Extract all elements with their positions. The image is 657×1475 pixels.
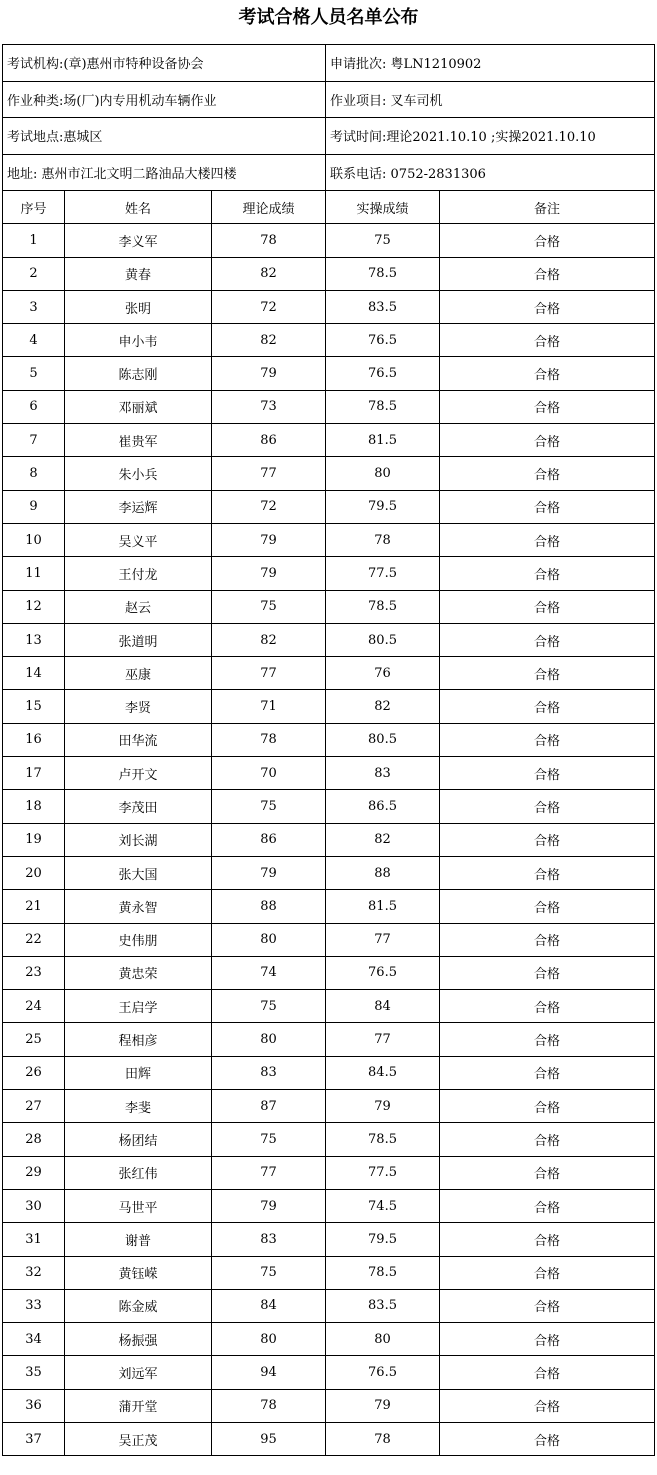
cell-remark: 合格 (440, 1156, 655, 1189)
cell-seq: 26 (3, 1056, 65, 1089)
cell-remark: 合格 (440, 357, 655, 390)
address: 地址: 惠州市江北文明二路油品大楼四楼 (3, 154, 326, 191)
cell-practical-score: 76.5 (326, 357, 440, 390)
cell-practical-score: 83 (326, 757, 440, 790)
cell-practical-score: 76 (326, 657, 440, 690)
cell-name: 程相彦 (65, 1023, 212, 1056)
cell-theory-score: 80 (212, 1323, 326, 1356)
cell-seq: 12 (3, 590, 65, 623)
cell-seq: 7 (3, 424, 65, 457)
cell-theory-score: 75 (212, 990, 326, 1023)
table-row (3, 1156, 655, 1189)
cell-remark: 合格 (440, 1323, 655, 1356)
cell-practical-score: 77.5 (326, 1156, 440, 1189)
cell-practical-score: 83.5 (326, 1289, 440, 1322)
cell-name: 崔贵军 (65, 424, 212, 457)
cell-seq: 21 (3, 890, 65, 923)
table-row (3, 357, 655, 390)
cell-theory-score: 74 (212, 956, 326, 989)
cell-remark: 合格 (440, 723, 655, 756)
cell-seq: 10 (3, 523, 65, 556)
cell-seq: 25 (3, 1023, 65, 1056)
cell-name: 李贤 (65, 690, 212, 723)
cell-name: 李义军 (65, 224, 212, 257)
cell-theory-score: 77 (212, 657, 326, 690)
cell-remark: 合格 (440, 1356, 655, 1389)
cell-remark: 合格 (440, 757, 655, 790)
cell-practical-score: 86.5 (326, 790, 440, 823)
cell-practical-score: 83.5 (326, 290, 440, 323)
cell-practical-score: 78 (326, 1422, 440, 1455)
cell-seq: 18 (3, 790, 65, 823)
cell-remark: 合格 (440, 424, 655, 457)
table-row (3, 623, 655, 656)
cell-name: 杨振强 (65, 1323, 212, 1356)
cell-remark: 合格 (440, 690, 655, 723)
cell-remark: 合格 (440, 457, 655, 490)
cell-practical-score: 78.5 (326, 390, 440, 423)
cell-practical-score: 81.5 (326, 424, 440, 457)
cell-remark: 合格 (440, 1223, 655, 1256)
table-row (3, 856, 655, 889)
cell-name: 田辉 (65, 1056, 212, 1089)
cell-name: 卢开文 (65, 757, 212, 790)
cell-practical-score: 78.5 (326, 590, 440, 623)
cell-seq: 37 (3, 1422, 65, 1455)
cell-name: 黄永智 (65, 890, 212, 923)
table-row (3, 224, 655, 257)
cell-remark: 合格 (440, 1189, 655, 1222)
cell-practical-score: 79 (326, 1389, 440, 1422)
table-row (3, 324, 655, 357)
cell-remark: 合格 (440, 390, 655, 423)
cell-remark: 合格 (440, 1023, 655, 1056)
cell-name: 陈志刚 (65, 357, 212, 390)
table-row (3, 257, 655, 290)
table-row (3, 1289, 655, 1322)
cell-theory-score: 78 (212, 224, 326, 257)
table-header-row (3, 191, 655, 224)
cell-seq: 11 (3, 557, 65, 590)
cell-theory-score: 84 (212, 1289, 326, 1322)
cell-remark: 合格 (440, 623, 655, 656)
table-row (3, 390, 655, 423)
cell-name: 朱小兵 (65, 457, 212, 490)
cell-theory-score: 80 (212, 1023, 326, 1056)
exam-location: 考试地点:惠城区 (3, 118, 326, 155)
cell-seq: 32 (3, 1256, 65, 1289)
cell-theory-score: 72 (212, 490, 326, 523)
table-row (3, 1023, 655, 1056)
cell-name: 王启学 (65, 990, 212, 1023)
table-row (3, 490, 655, 523)
cell-remark: 合格 (440, 590, 655, 623)
cell-theory-score: 79 (212, 523, 326, 556)
table-row (3, 657, 655, 690)
cell-practical-score: 78 (326, 523, 440, 556)
cell-remark: 合格 (440, 523, 655, 556)
cell-theory-score: 79 (212, 1189, 326, 1222)
table-row (3, 557, 655, 590)
cell-theory-score: 95 (212, 1422, 326, 1455)
cell-seq: 4 (3, 324, 65, 357)
cell-theory-score: 72 (212, 290, 326, 323)
cell-remark: 合格 (440, 1256, 655, 1289)
cell-practical-score: 76.5 (326, 956, 440, 989)
cell-name: 马世平 (65, 1189, 212, 1222)
cell-remark: 合格 (440, 1123, 655, 1156)
cell-seq: 14 (3, 657, 65, 690)
table-row (3, 890, 655, 923)
column-header-name: 姓名 (65, 191, 212, 224)
cell-theory-score: 82 (212, 623, 326, 656)
column-header-practical: 实操成绩 (326, 191, 440, 224)
cell-theory-score: 75 (212, 1123, 326, 1156)
cell-name: 黄忠荣 (65, 956, 212, 989)
info-row (3, 154, 655, 191)
cell-name: 吴义平 (65, 523, 212, 556)
cell-seq: 15 (3, 690, 65, 723)
cell-seq: 35 (3, 1356, 65, 1389)
cell-theory-score: 71 (212, 690, 326, 723)
cell-seq: 27 (3, 1090, 65, 1123)
cell-practical-score: 75 (326, 224, 440, 257)
cell-seq: 6 (3, 390, 65, 423)
table-row (3, 956, 655, 989)
table-row (3, 1189, 655, 1222)
table-row (3, 790, 655, 823)
cell-remark: 合格 (440, 823, 655, 856)
cell-theory-score: 78 (212, 1389, 326, 1422)
column-header-seq: 序号 (3, 191, 65, 224)
work-item: 作业项目: 叉车司机 (326, 81, 655, 118)
table-row (3, 590, 655, 623)
table-row (3, 1123, 655, 1156)
cell-name: 谢普 (65, 1223, 212, 1256)
cell-remark: 合格 (440, 257, 655, 290)
cell-theory-score: 83 (212, 1056, 326, 1089)
cell-seq: 22 (3, 923, 65, 956)
cell-name: 申小韦 (65, 324, 212, 357)
info-row (3, 118, 655, 155)
cell-name: 吴正茂 (65, 1422, 212, 1455)
work-category: 作业种类:场(厂)内专用机动车辆作业 (3, 81, 326, 118)
cell-remark: 合格 (440, 1422, 655, 1455)
cell-name: 蒲开堂 (65, 1389, 212, 1422)
cell-practical-score: 84.5 (326, 1056, 440, 1089)
exam-org: 考试机构:(章)惠州市特种设备协会 (3, 45, 326, 82)
cell-name: 张明 (65, 290, 212, 323)
cell-practical-score: 76.5 (326, 1356, 440, 1389)
cell-name: 史伟朋 (65, 923, 212, 956)
table-row (3, 1256, 655, 1289)
cell-seq: 2 (3, 257, 65, 290)
cell-seq: 8 (3, 457, 65, 490)
info-row (3, 81, 655, 118)
cell-theory-score: 75 (212, 790, 326, 823)
cell-name: 杨团结 (65, 1123, 212, 1156)
cell-seq: 3 (3, 290, 65, 323)
cell-theory-score: 94 (212, 1356, 326, 1389)
cell-theory-score: 79 (212, 557, 326, 590)
cell-theory-score: 79 (212, 357, 326, 390)
cell-practical-score: 78.5 (326, 257, 440, 290)
cell-practical-score: 74.5 (326, 1189, 440, 1222)
cell-remark: 合格 (440, 956, 655, 989)
cell-name: 刘远军 (65, 1356, 212, 1389)
table-row (3, 690, 655, 723)
cell-remark: 合格 (440, 290, 655, 323)
cell-remark: 合格 (440, 1090, 655, 1123)
cell-seq: 31 (3, 1223, 65, 1256)
table-row (3, 457, 655, 490)
cell-name: 巫康 (65, 657, 212, 690)
cell-theory-score: 82 (212, 324, 326, 357)
cell-theory-score: 77 (212, 457, 326, 490)
cell-seq: 33 (3, 1289, 65, 1322)
cell-remark: 合格 (440, 890, 655, 923)
cell-theory-score: 77 (212, 1156, 326, 1189)
cell-name: 田华流 (65, 723, 212, 756)
cell-seq: 19 (3, 823, 65, 856)
cell-remark: 合格 (440, 790, 655, 823)
cell-practical-score: 88 (326, 856, 440, 889)
cell-theory-score: 86 (212, 823, 326, 856)
cell-practical-score: 80 (326, 1323, 440, 1356)
column-header-remark: 备注 (440, 191, 655, 224)
info-row (3, 45, 655, 82)
cell-theory-score: 70 (212, 757, 326, 790)
approval-batch: 申请批次: 粤LN1210902 (326, 45, 655, 82)
cell-seq: 13 (3, 623, 65, 656)
cell-seq: 16 (3, 723, 65, 756)
cell-practical-score: 77 (326, 1023, 440, 1056)
cell-practical-score: 82 (326, 823, 440, 856)
cell-name: 陈金威 (65, 1289, 212, 1322)
cell-practical-score: 80.5 (326, 723, 440, 756)
cell-remark: 合格 (440, 324, 655, 357)
cell-seq: 20 (3, 856, 65, 889)
contact-phone: 联系电话: 0752-2831306 (326, 154, 655, 191)
cell-name: 李斐 (65, 1090, 212, 1123)
cell-name: 黄春 (65, 257, 212, 290)
exam-time: 考试时间:理论2021.10.10 ;实操2021.10.10 (326, 118, 655, 155)
column-header-theory: 理论成绩 (212, 191, 326, 224)
cell-seq: 17 (3, 757, 65, 790)
cell-seq: 24 (3, 990, 65, 1023)
cell-remark: 合格 (440, 1389, 655, 1422)
cell-remark: 合格 (440, 657, 655, 690)
cell-practical-score: 81.5 (326, 890, 440, 923)
table-row (3, 1323, 655, 1356)
cell-name: 张道明 (65, 623, 212, 656)
cell-seq: 1 (3, 224, 65, 257)
table-row (3, 424, 655, 457)
cell-practical-score: 79.5 (326, 1223, 440, 1256)
cell-seq: 23 (3, 956, 65, 989)
cell-name: 张大国 (65, 856, 212, 889)
table-row (3, 1056, 655, 1089)
cell-seq: 5 (3, 357, 65, 390)
cell-seq: 34 (3, 1323, 65, 1356)
cell-practical-score: 77.5 (326, 557, 440, 590)
cell-practical-score: 82 (326, 690, 440, 723)
cell-seq: 36 (3, 1389, 65, 1422)
table-row (3, 723, 655, 756)
cell-name: 李茂田 (65, 790, 212, 823)
cell-name: 王付龙 (65, 557, 212, 590)
cell-practical-score: 79 (326, 1090, 440, 1123)
cell-name: 邓丽斌 (65, 390, 212, 423)
table-row (3, 990, 655, 1023)
cell-practical-score: 78.5 (326, 1123, 440, 1156)
cell-practical-score: 80.5 (326, 623, 440, 656)
cell-remark: 合格 (440, 557, 655, 590)
table-row (3, 523, 655, 556)
cell-theory-score: 83 (212, 1223, 326, 1256)
cell-theory-score: 82 (212, 257, 326, 290)
table-row (3, 1223, 655, 1256)
cell-remark: 合格 (440, 923, 655, 956)
cell-theory-score: 75 (212, 1256, 326, 1289)
cell-name: 赵云 (65, 590, 212, 623)
cell-theory-score: 88 (212, 890, 326, 923)
cell-name: 黄钰嵘 (65, 1256, 212, 1289)
table-row (3, 823, 655, 856)
cell-remark: 合格 (440, 224, 655, 257)
cell-practical-score: 79.5 (326, 490, 440, 523)
cell-theory-score: 79 (212, 856, 326, 889)
table-row (3, 1389, 655, 1422)
cell-practical-score: 84 (326, 990, 440, 1023)
cell-seq: 29 (3, 1156, 65, 1189)
cell-practical-score: 77 (326, 923, 440, 956)
table-row (3, 1090, 655, 1123)
cell-name: 刘长湖 (65, 823, 212, 856)
table-row (3, 757, 655, 790)
cell-name: 张红伟 (65, 1156, 212, 1189)
table-row (3, 923, 655, 956)
cell-practical-score: 78.5 (326, 1256, 440, 1289)
cell-seq: 30 (3, 1189, 65, 1222)
cell-theory-score: 73 (212, 390, 326, 423)
cell-remark: 合格 (440, 1056, 655, 1089)
cell-theory-score: 87 (212, 1090, 326, 1123)
results-table (2, 44, 655, 1456)
cell-remark: 合格 (440, 856, 655, 889)
cell-theory-score: 78 (212, 723, 326, 756)
cell-remark: 合格 (440, 1289, 655, 1322)
table-row (3, 290, 655, 323)
cell-theory-score: 86 (212, 424, 326, 457)
table-row (3, 1422, 655, 1455)
cell-seq: 28 (3, 1123, 65, 1156)
cell-practical-score: 76.5 (326, 324, 440, 357)
cell-theory-score: 75 (212, 590, 326, 623)
cell-remark: 合格 (440, 990, 655, 1023)
cell-theory-score: 80 (212, 923, 326, 956)
cell-remark: 合格 (440, 490, 655, 523)
cell-practical-score: 80 (326, 457, 440, 490)
cell-seq: 9 (3, 490, 65, 523)
cell-name: 李运辉 (65, 490, 212, 523)
table-row (3, 1356, 655, 1389)
page-title: 考试合格人员名单公布 (238, 7, 419, 28)
